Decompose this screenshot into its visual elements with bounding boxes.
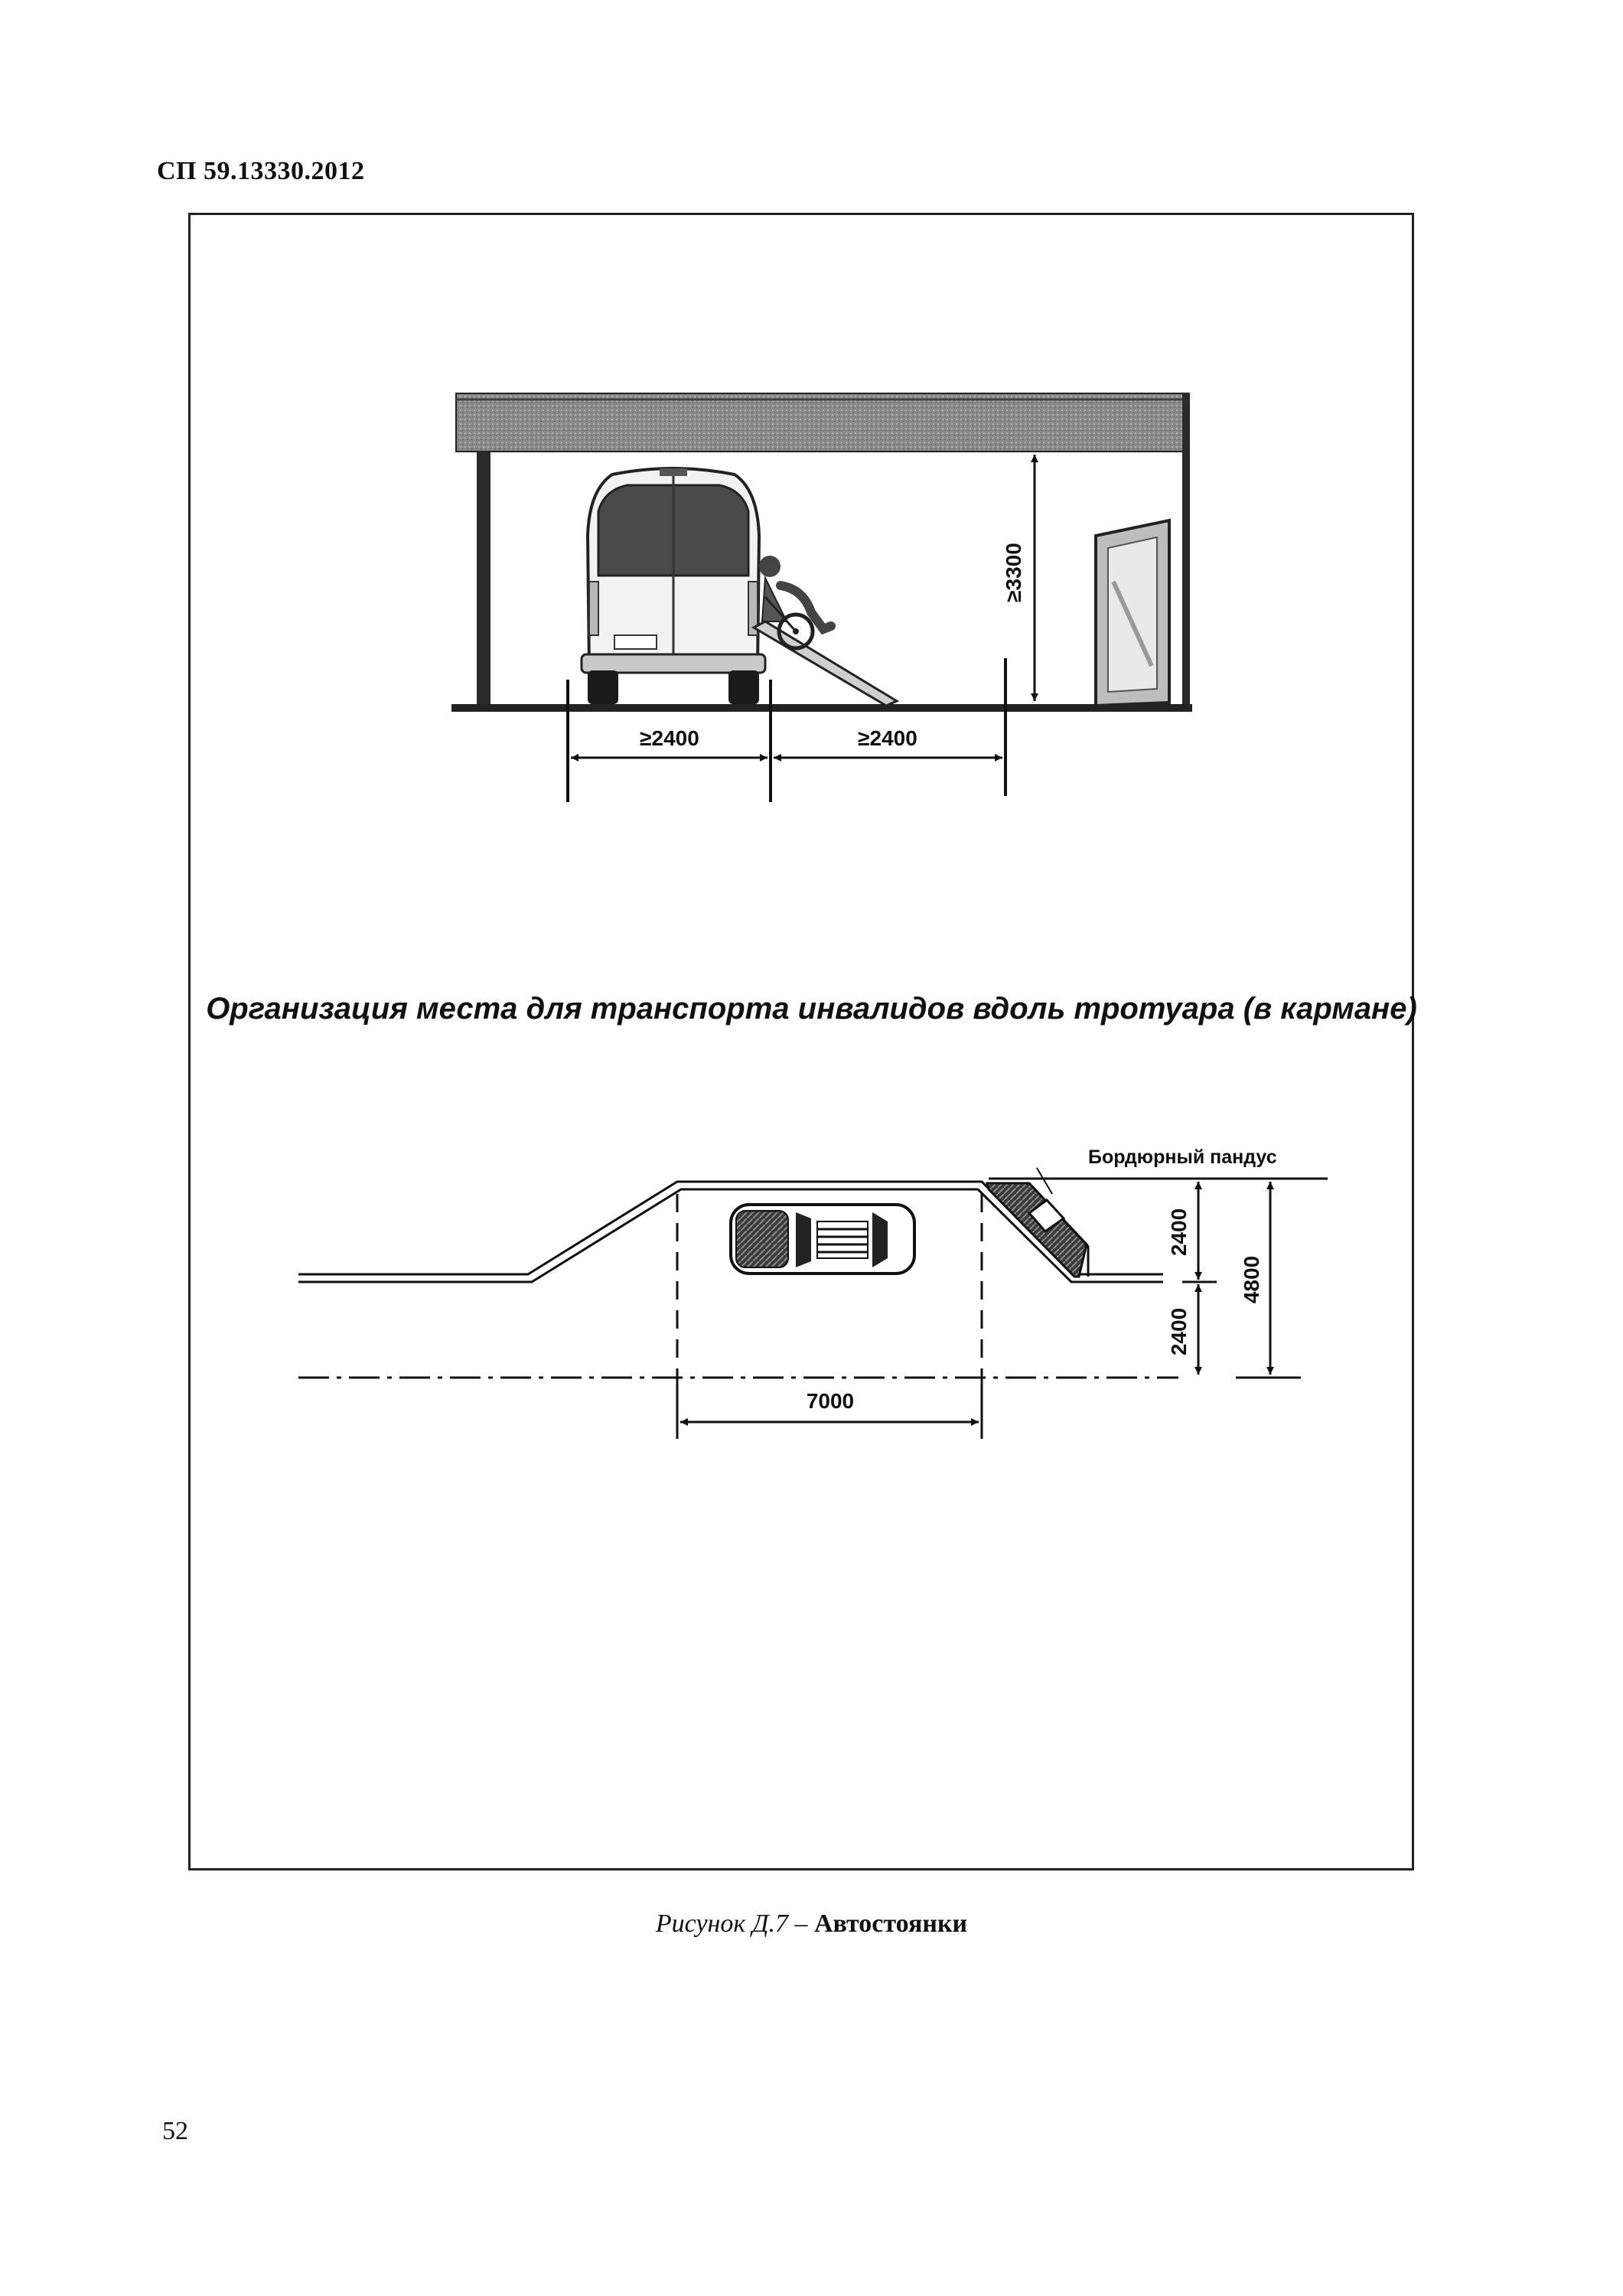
carport-illustration (451, 393, 1192, 712)
door-icon (1096, 520, 1169, 706)
dim-label-depth-total: 4800 (1240, 1255, 1263, 1304)
dim-label-length: 7000 (806, 1389, 855, 1413)
wheelchair-ramp (754, 621, 897, 706)
figure-caption-separator: – (787, 1910, 814, 1938)
carport-roof (456, 393, 1189, 452)
figure-caption (0, 1910, 1623, 1939)
curb-ramp-label: Бордюрный пандус (1088, 1146, 1277, 1168)
dim-label-depth-lower: 2400 (1167, 1307, 1191, 1356)
figure-caption-label: Рисунок Д.7 (655, 1910, 788, 1938)
page-number: 52 (162, 2117, 188, 2145)
ground-line (451, 704, 1192, 712)
dim-label-depth-upper: 2400 (1167, 1208, 1191, 1257)
section-title: Организация места для транспорта инвалидов вдоль тротуара (в кармане) (206, 992, 1417, 1026)
van-icon (582, 468, 765, 704)
dim-label-width-left: ≥2400 (640, 726, 699, 750)
figure-caption-title: Автостоянки (813, 1910, 968, 1938)
dim-label-height: ≥3300 (1002, 543, 1025, 602)
document-code: СП 59.13330.2012 (157, 157, 365, 185)
car-top-view-icon (731, 1205, 914, 1274)
dim-label-width-right: ≥2400 (858, 726, 917, 750)
carport-post (477, 452, 490, 707)
